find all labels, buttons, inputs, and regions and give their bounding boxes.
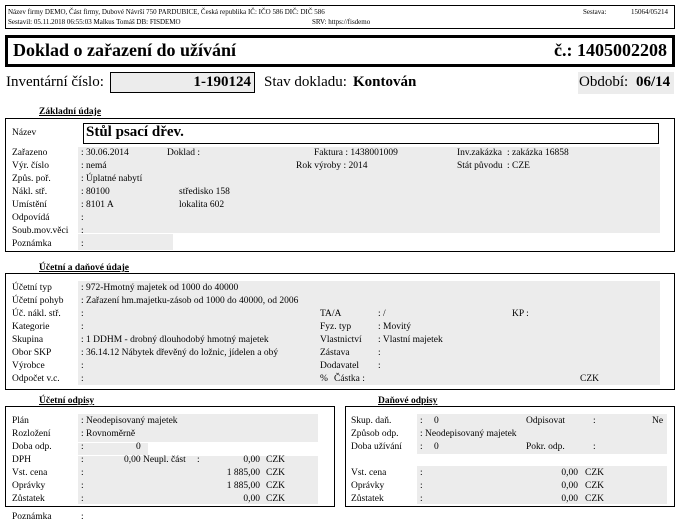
do-zust-currency: CZK [585,494,604,504]
pohyb-label: Účetní pohyb [12,296,64,306]
do-opr-currency: CZK [585,481,604,491]
naklstr-label: Nákl. stř. [12,187,48,197]
uo-zust-value: 0,00 [243,494,260,504]
do-zust-value: 0,00 [561,494,578,504]
zpusob-value: : Neodepisovaný majetek [420,429,517,439]
vyrobce-colon: : [81,361,84,371]
uo-opr-currency: CZK [266,481,285,491]
zakladni-shade-2 [78,234,173,250]
faktura-label: Faktura : 1438001009 [314,148,398,158]
skup-value: 0 [434,416,439,426]
zarazeno-label: Zařazeno [12,148,48,158]
do-opr-label: Oprávky [351,481,385,491]
umisteni-value: : 8101 A [81,200,114,210]
uo-opr-value: 1 885,00 [226,481,260,491]
rozlozeni-label: Rozložení [12,429,51,439]
typ-value: : 972-Hmotný majetek od 1000 do 40000 [81,283,239,293]
zpusob-label: Způsob odp. [351,429,399,439]
ucetni-title: Účetní a daňové údaje [39,263,129,273]
obdobi-label: Období: [579,74,629,90]
ucetni-odpisy-title: Účetní odpisy [39,396,95,406]
dph-amount-colon: : [197,455,200,465]
do-doba-label: Doba užívání [351,442,402,452]
castka-currency: CZK [580,374,599,384]
oborskp-value: : 36.14.12 Nábytek dřevěný do ložnic, jídelen a obý [81,348,279,358]
vyrcislo-value: : nemá [81,161,107,171]
sestava-label: Sestava: [583,8,607,16]
taa-value: : / [378,309,386,319]
footer-poznamka-label: Poznámka [12,512,52,522]
uo-doba-value: 0 [136,442,141,452]
kategorie-colon: : [81,322,84,332]
zastava-label: Zástava [320,348,350,358]
document-number: č.: 1405002208 [554,40,667,60]
page-title: Doklad o zařazení do užívání [13,40,237,60]
stredisko-value: středisko 158 [179,187,230,197]
dodavatel-label: Dodavatel [320,361,360,371]
poznamka-label: Poznámka [12,239,52,249]
do-vst-value: 0,00 [561,468,578,478]
nazev-value: Stůl psací dřev. [86,124,184,140]
pokr-colon: : [593,442,596,452]
uctnakl-label: Úč. nákl. stř. [12,309,61,319]
dph-amount: 0,00 [243,455,260,465]
invzak-value: : zakázka 16858 [507,148,569,158]
fyztyp-value: : Movitý [378,322,411,332]
uo-zust-label: Zůstatek [12,494,45,504]
footer-poznamka-colon: : [81,512,84,522]
zakladni-title: Základní údaje [39,107,102,117]
skupina-value: : 1 DDHM - drobný dlouhodobý hmotný majetek [81,335,269,345]
rozlozeni-value: : Rovnoměrně [81,429,136,439]
odpocet-label: Odpočet v.c. [12,374,60,384]
kategorie-label: Kategorie [12,322,50,332]
soubmov-colon: : [81,226,84,236]
zpuspor-label: Způs. poř. [12,174,51,184]
company-line: Název firmy DEMO, Část firmy, Dubové Návrší 750 PARDUBICE, Česká republika IČ: IČO 586 DIČ: DIČ 586 [8,8,325,16]
statpuvodu-value: : CZE [507,161,530,171]
plan-value: : Neodepisovaný majetek [81,416,178,426]
uo-zust-currency: CZK [266,494,285,504]
zpuspor-value: : Úplatné nabytí [81,174,143,184]
odpisovat-label: Odpisovat [526,416,566,426]
vyrcislo-label: Výr. číslo [12,161,49,171]
uo-vst-currency: CZK [266,468,285,478]
vyrobce-label: Výrobce [12,361,45,371]
dph-currency: CZK [266,455,285,465]
dph-label: DPH [12,455,32,465]
vlastnictvi-label: Vlastnictví [320,335,362,345]
umisteni-label: Umístění [12,200,47,210]
kp-label: KP : [512,309,529,319]
castka-label: Částka : [334,374,365,384]
uo-vst-label: Vst. cena [12,468,48,478]
plan-label: Plán [12,416,29,426]
uo-doba-label: Doba odp. [12,442,52,452]
odpisovat-colon: : [593,416,596,426]
do-opr-colon: : [420,481,423,491]
uo-vst-value: 1 885,00 [226,468,260,478]
uo-zust-colon: : [81,494,84,504]
pokr-label: Pokr. odp. [526,442,565,452]
dodavatel-colon: : [378,361,381,371]
nazev-label: Název [12,128,37,138]
inv-label: Inventární číslo: [6,74,104,90]
odpovida-label: Odpovídá [12,213,50,223]
uo-opr-label: Oprávky [12,481,46,491]
do-zust-colon: : [420,494,423,504]
statpuvodu-label: Stát původu [457,161,503,171]
odpovida-colon: : [81,213,84,223]
vlastnictvi-value: : Vlastní majetek [378,335,443,345]
invzak-label: Inv.zakázka [457,148,503,158]
dph-colon: : [81,455,84,465]
pohyb-value: : Zařazení hm.majetku-zásob od 1000 do 40000, od 2006 [81,296,299,306]
pct-label: % [320,374,328,384]
do-vst-colon: : [420,468,423,478]
oborskp-label: Obor SKP [12,348,52,358]
do-vst-label: Vst. cena [351,468,387,478]
naklstr-value: : 80100 [81,187,110,197]
do-doba-colon: : [420,442,423,452]
danove-odpisy-title: Daňové odpisy [378,396,438,406]
uo-vst-colon: : [81,468,84,478]
uctnakl-colon: : [81,309,84,319]
srv-line: SRV: https://fisdemo [312,18,371,26]
zarazeno-value: : 30.06.2014 [81,148,129,158]
obdobi-value: 06/14 [636,74,671,90]
inv-value: 1-190124 [193,74,251,90]
doklad-label: Doklad : [167,148,200,158]
lokalita-value: lokalita 602 [179,200,225,210]
taa-label: TA/A [320,309,342,319]
do-doba-value: 0 [434,442,439,452]
typ-label: Účetní typ [12,283,52,293]
odpisovat-value: Ne [652,416,664,426]
fyztyp-label: Fyz. typ [320,322,352,332]
sestava-value: 15064/05214 [631,8,668,16]
stav-value: Kontován [353,74,417,90]
sestavil-line: Sestavil: 05.11.2018 06:55:03 Malkus Tomáš DB: FISDEMO [8,18,181,26]
poznamka-colon: : [81,239,84,249]
skupina-label: Skupina [12,335,44,345]
dph-value: 0,00 Neupl. část [124,455,186,465]
stav-label: Stav dokladu: [264,74,347,90]
uo-opr-colon: : [81,481,84,491]
do-opr-value: 0,00 [561,481,578,491]
do-vst-currency: CZK [585,468,604,478]
do-zust-label: Zůstatek [351,494,384,504]
skup-colon: : [420,416,423,426]
odpocet-colon: : [81,374,84,384]
soubmov-label: Soub.mov.věci [12,226,69,236]
rokvyroby-label: Rok výroby : 2014 [296,161,368,171]
uo-doba-colon: : [81,442,84,452]
skup-label: Skup. daň. [351,416,392,426]
zakladni-shade [78,147,660,233]
zastava-colon: : [378,348,381,358]
